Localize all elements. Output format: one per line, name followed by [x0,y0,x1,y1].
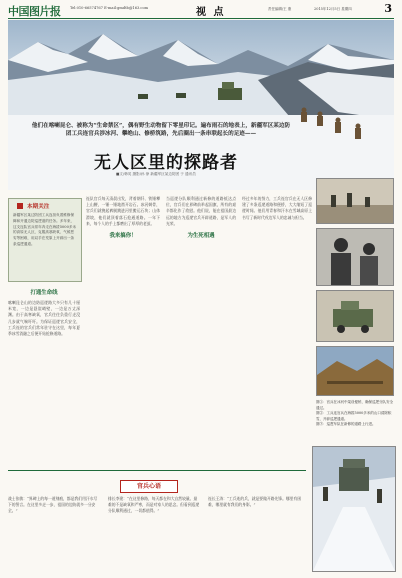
photo-1 [316,178,394,224]
feature-text-2: 排长李建：“在这里修路，每天都在和大自然较量。最难的不是缺氧和严寒，而是对家人的思念。但看到巡逻分队顺利通过，一切都值得。” [108,496,200,514]
sidebar-text: 新疆军区某边防团工兵连担负着维修保障和开通边防巡逻道的任务。多年来，这支连队官兵常年奔走在海拔5000多米的高原无人区，克服高寒缺氧、气候恶劣等困难，用双手在荒原上开辟出一条条巡逻通道。 [13,213,77,246]
caption-2: 图②：工兵连官兵在海拔5000多米的山口清除积雪，开辟巡逻通道。 [316,411,392,421]
photo-captions [316,400,394,428]
contact-info: Tel:010-66574767 E-mail:gmdtb@163.com [70,6,149,10]
square-bullet-icon [17,203,23,209]
subhead-3: 为生死相遇 [187,233,215,240]
sidebar-box [8,198,82,282]
column-4-text: 经过多年的努力，工兵连官兵在无人区修建了多条巡逻道路和便桥，大大缩短了巡逻时间。他们用青春和汗水在雪域高原上书写了新时代戍边军人的忠诚与担当。 [242,196,312,220]
section-title: 视 点 [196,7,226,18]
editor-credit: 责任编辑/王 康 [268,7,292,11]
article-byline: ■文/韩英 摄影/孙 徐 新疆军区某边防团 于 通讯员 [116,172,196,176]
column-2-text: 连队官兵每天清晨出发，背着钢钎、铁锤攀上山腰，一锤一锤地凿开岩石。冰河刺骨，官兵们就挽起裤腿跳进河里搬运石块；山体滑坡，他们就顶着落石抢通道路。一年下来，每个人的手上都磨出了厚厚的老茧。 [86,196,160,226]
article-column-3 [166,196,236,243]
photo-2 [316,228,394,286]
photo-3 [316,290,394,342]
subhead-1: 打通生命线 [30,290,58,296]
article-column-4 [242,196,312,221]
article-headline: 无人区里的探路者 [94,153,238,173]
article-column-1 [8,284,80,337]
feature-text-3: 连长王涛：“工兵连的兵，就是要做开路先锋。哪里有困难，哪里就有我们的身影。” [208,496,302,508]
masthead [8,4,394,19]
soldiers-camp-image [317,179,393,223]
photo-4 [316,346,394,396]
article-column-2 [86,196,160,243]
snow-road-truck-image [313,447,395,571]
page-number: 3 [384,2,392,15]
vehicle-image [317,291,393,341]
convoy-landscape-image [317,347,393,395]
sidebar-title: 本期关注 [27,204,50,210]
article-intro: 他们在喀喇昆仑、被称为“生命禁区”，偶有野生动物留下零星印记。遍布雨石的地表上，新疆军区某边防团工兵连官兵涉冰河、攀绝山、修桥筑路，先后圈出一条串联起长的足迹—— [31,123,291,137]
newspaper-logo: 中国图片报 [8,5,61,18]
column-1-text: 喀喇昆仑山的边防巡逻路大多只有几十厘米宽，一边是悬崖峭壁，一边是万丈深渊。由于高寒缺氧，官兵往往负重行走没几步就气喘吁吁。为保证巡逻官兵安全，工兵连的官兵们常年驻守在这里，每年夏季冰雪消融之后便开始抢修道路。 [8,300,80,337]
column-3-text: 当巡逻分队顺利通过新修的道路抵达点位，官兵们在界碑前举起国旗，所有的艰辛都化作了欣慰。他们说，能在祖国最边远的地方为巡逻官兵开辟道路，是军人的光荣。 [166,196,236,226]
caption-1: 图①：官兵在冰河中架设便桥，确保巡逻分队安全通过。 [316,400,393,410]
photo-5 [312,446,396,572]
workers-portrait-image [317,229,393,285]
subhead-2: 我来搞你！ [109,233,137,240]
feature-title: 官兵心语 [120,480,178,493]
caption-3: 图③：巡逻车队在新修的道路上行进。 [316,422,376,427]
issue-date: 2015年12月5日 星期四 [314,7,352,11]
feature-text-1: 战士张敏：“界碑上的每一道刻痕，都是我们用汗水写下的誓言。在这里多走一步，祖国的边防就多一分安全。” [8,496,98,514]
